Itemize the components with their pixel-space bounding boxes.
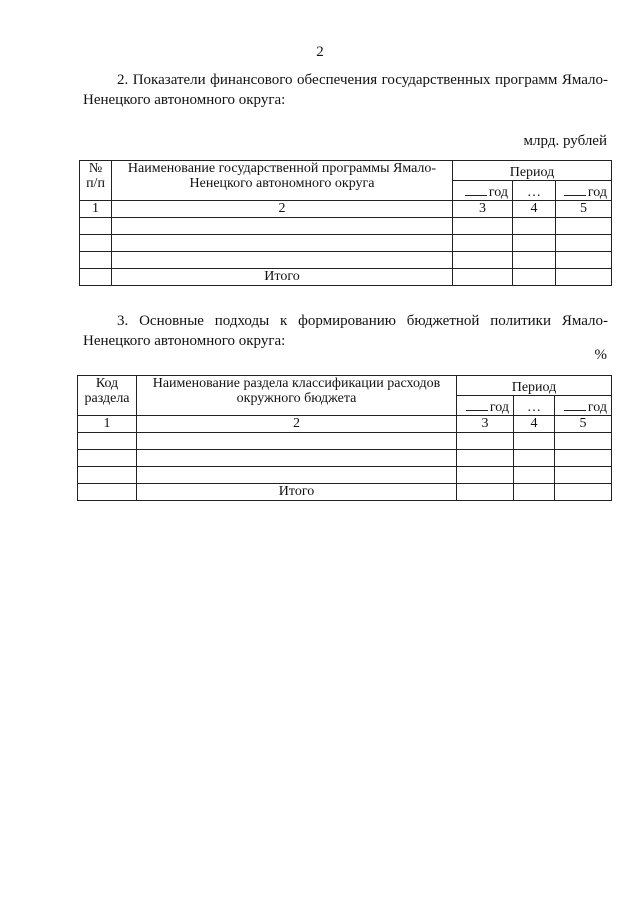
- table-row: [80, 252, 612, 269]
- table-row-numbers: 1 2 3 4 5: [78, 416, 612, 433]
- table-row: [78, 467, 612, 484]
- col-header-number: № п/п: [80, 161, 112, 201]
- period-year-start: год: [457, 396, 514, 416]
- section3-unit: %: [594, 347, 607, 363]
- table-row-total: [80, 269, 612, 286]
- period-ellipsis: …: [514, 396, 555, 416]
- period-year-end: год: [555, 396, 612, 416]
- period-year-end: год: [556, 181, 612, 201]
- period-ellipsis: …: [513, 181, 556, 201]
- table-row-numbers: 1 2 3 4 5: [80, 201, 612, 218]
- table-row-total: [78, 484, 612, 501]
- table-row: [78, 450, 612, 467]
- col-header-period: Период: [457, 376, 612, 396]
- section3-paragraph: 3. Основные подходы к формированию бюджетной политики Ямало-Ненецкого автономного округа:: [83, 313, 608, 349]
- table-row: [80, 218, 612, 235]
- col-header-period: Период: [453, 161, 612, 181]
- total-label: Итого: [137, 484, 457, 501]
- financing-table: [79, 160, 612, 286]
- table-row: [80, 235, 612, 252]
- budget-policy-table: [77, 375, 612, 501]
- col-header-section-name: Наименование раздела классификации расходов окружного бюджета: [137, 376, 457, 416]
- col-header-program-name: Наименование государственной программы Ямало-Ненецкого автономного округа: [112, 161, 453, 201]
- table-row: [78, 433, 612, 450]
- total-label: Итого: [112, 269, 453, 286]
- section2-paragraph: 2. Показатели финансового обеспечения государственных программ Ямало-Ненецкого автономного округа:: [83, 72, 608, 108]
- page-number: 2: [316, 44, 324, 60]
- section2-unit: млрд. рублей: [523, 133, 607, 149]
- period-year-start: год: [453, 181, 513, 201]
- col-header-section-code: Код раздела: [78, 376, 137, 416]
